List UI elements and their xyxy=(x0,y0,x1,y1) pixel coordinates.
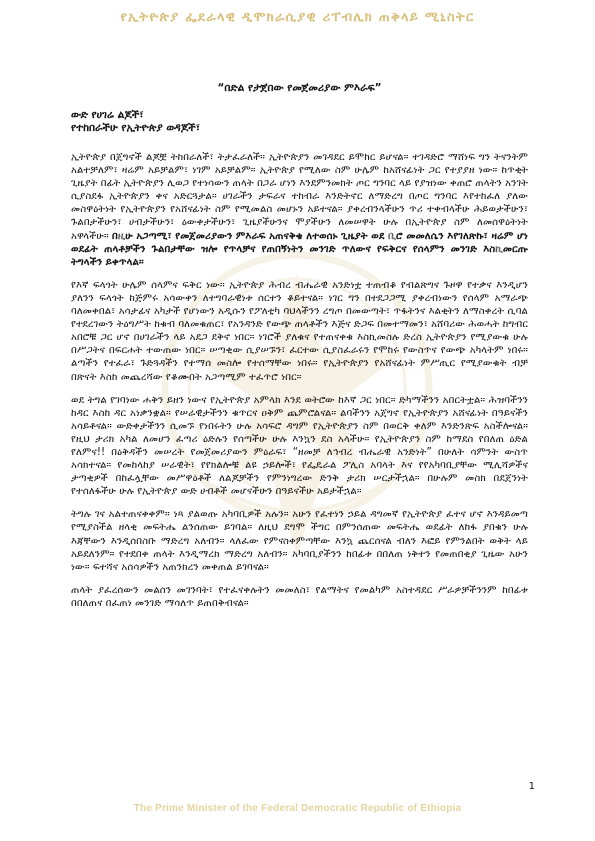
footer-title: The Prime Minister of the Federal Democratic Republic of Ethiopia xyxy=(133,803,462,814)
paragraph-5 xyxy=(71,584,528,610)
paragraph-text: ጠላት ያፈረሰውን መልሰን መገንባት፣ የተፈናቀሉትን መመለስ፣ የልማትና የመልካም አስተዳደር ሥራዎቻችንንም ከበፊቱ በበለጠና በፈጠነ መንገድ ማሳለጥ ይጠበቅብናል። xyxy=(71,584,528,609)
paragraph-text: የእኛ ፍላጎት ሁሌም ሰላምና ፍቅር ነው። ኢትዮጵያ ሕብረ ብሔራዊ አንድነቷ ተጠብቆ የብልጽግና ጉዞዋ የተቃና እንዲሆን ያለንን ፍላጎት ከጅምሩ አሳውቀን ለተግባራዊነቱ ሰርተን ቆይተናል። ነገር ግን በተደጋጋሚ ያቀረብነውን የሰላም አማራጭ ባለመቀበል፣ አሳታፊና አካታች የሆነውን አዲሱን የፖለቲካ ባህላችንን ረግጦ በመውጣት፣ ጥፋትንና እልቂትን ለማስቀረት ሲባል የተደረገውን ትዕግሥት ከቁብ ባለመቁጠር፣ የአንዳንድ የውጭ ጠላቶችን እጅና ድጋፍ በመተማመን፣ አሸባሪው ሕወሓት ከግብር አበሮቹ ጋር ሆኖ በሀገራችን ላይ አደጋ ደቅኖ ነበር። ነገሮች ያለቁና የተጠናቀቁ እስኪመስሉ ድረስ ኢትዮጵያን የሚያውቁ ሁሉ በሥጋትና በፍርሐት ተውጠው ነበር። ሠጣቂው ሲያሠኙን፣ ፈርተው ሲያስፈራሩን የሞከሩ የውስጥና የውጭ አካላትም ነበሩ። ልጣችን የተፈራ፣ ጉድጓዳችን የተማሰ መስሎ የተሰማቸው ነበሩ። የኢትዮጵያን የአሸናፊነት ምሥጢር የሚያውቁት ብቻ በጽናት እስከ መጨረሻው የቆሙበት አጋጣሚም ተፈጥሮ ነበር። xyxy=(71,279,528,383)
letterhead-title: የኢትዮጵያ ፌደራላዊ ዲሞክራሲያዊ ሪፐብሊክ ጠቅላይ ሚኒስትር xyxy=(120,10,475,25)
letter-title: “በድል የታጀበው የመጀመሪያው ምእራፍ” xyxy=(217,82,382,94)
salutation xyxy=(71,109,528,137)
paragraph-3 xyxy=(71,394,528,499)
letter-body xyxy=(71,151,528,771)
salutation-line: ውድ የሀገሬ ልጆች፣ xyxy=(71,109,144,121)
paragraph-2 xyxy=(71,279,528,384)
paragraph-text: ኢትዮጵያ በጀግኖች ልጆቿ ትከበራለች፣ ትታፈራለች። ኢትዮጵያን መገዳደር ይሞከር ይሆናል። ተገዳድሮ ማሸነፍ ግን ትናንትም አልተቻለም፣ ዛሬም አይቻልም፣ ነገም አይቻልም። ኢትዮጵያ የሚለው ስም ሁሌም ከአሸናፊነት ጋር የተያያዘ ነው። ከጥቂት ጊዜያት በፊት ኢትዮጵያን ሊወጋ የተነሳውን ጠላት በጋራ ሆነን እንደምንመክት ጦር ግንባር ላይ የያዝነው ቀጠሮ ጠላትን አንገት ሲያስደፋ ኢትዮጵያን ቀና አድርጓታል። ሀገራችን ታፍራና ተከብራ እንድትኖር ለማድረግ በጦር ግንባር እየተከፈለ ያለው መስዋዕትነት የኢትዮጵያን የአሸናፊነት ስም የሚመልስ መሆኑን አይተናል። ያቀረብንላችሁን ጥሪ ተቀብላችሁ ሕይወታችሁን፣ ጉልበታችሁን፣ ሀብታችሁን፣ ዕውቀታችሁን፣ ጊዜያችሁንና ሞያችሁን ለመሠዋት ሁሉ በኢትዮጵያ ስም ለመሰዋዕትነት አዋላችሁ። xyxy=(71,152,528,242)
paragraph-1 xyxy=(71,151,528,269)
paragraph-emphasis: በዚሁ አጋጣሚ፣ የመጀመሪያውን ምእራፍ አጠናቅቄ ለተወሰኑ ጊዜያት ወደ ቢሮ መመለሴን እየገለጽኩ፣ ዛሬም ሆነ ወደፊት ጠላቶቻችን ጉልበታቸው ዝሎ የጥላቻና የጠበኝነትን መንገድ ጥለውና የፍቅርና የሰላምን መንገድ እስኪመርጡ ትግላችን ይቀጥላል። xyxy=(71,230,528,268)
page-number: 1 xyxy=(528,781,535,792)
salutation-line: የተከበራችሁ የኢትዮጵያ ወዳጆች፣ xyxy=(71,122,201,135)
paragraph-text: ትግሉ ገና አልተጠናቀቀም። ነጻ ያልወጡ አካባቢዎች አሉን። አሁን የፈተነን ኃይል ዳግመኛ የኢትዮጵያ ፈተና ሆኖ እንዳይመጣ የሚያስችል ዘላቂ መፍትሔ ልንሰጠው ይገባል። ለዚህ ደግሞ ችግር በምንሰጠው መፍትሔ ወደፊት ለከፋ ያበቁን ሁሉ እጃቸውን እንዲሰበስቡ ማድረግ አለብን። ላለፈው የምናስቀምጣቸው እንኳ ጨርሰናል ብለን እፎይ የምንልበት ወቅት ላይ አይደለንም። የተደበቀ ጠላት እንዲማረክ ማድረግ አለብን። አካባቢያችንን ከበፊቱ በበለጠ ነቅተን የመጠበቂያ ጊዜው አሁን ነው። ፍተሻና አሰሳዎችን አጠንክረን መቀጠል ይገባናል። xyxy=(71,509,528,573)
paragraph-4 xyxy=(71,508,528,573)
paragraph-text: ወደ ትግል የገባነው ሐቅን ይዘን ነውና የኢትዮጵያ አምላክ እንደ ወትሮው ከእኛ ጋር ነበር። ድካማችንን አበርትቷል። ሕዝባችንን ከዳር እስከ ዳር አነቃንቋል። የሠራዊታችንን ቁጥርና ዐቅም ጨምሮልናል። ልባችንን አጀግኖ የኢትዮጵያን አሸናፊነት በዓይናችን አሳይቶናል። ውድቀታችንን ሲመኙ የነበሩትን ሁሉ አሳፍሮ ዳግም የኢትዮጵያን ስም በወርቅ ቀለም እንድንጽፍ አስችሎናል። የዚህ ታሪክ አካል ለመሆን ፈጣሪ ዕድሉን የሰጣችሁ ሁሉ እንኳን ደስ አላችሁ። የኢትዮጵያን ስም ከማደስ የበለጠ ዕድል የለምና!! በዕቅዳችን መሠረት የመጀመሪያውን ምዕራፍ፣ “ዘመቻ ለኅብረ ብሔራዊ አንድነት” በሁለት ሳምንት ውስጥ አሳክተናል። የመከላከያ ሠራዊት፣ የየክልሎቹ ልዩ ኃይሎች፣ የፌዴራል ፖሊስ አባላት እና የየአካባቢያቸው ሚሊሻዎችና ታጣቂዎች በከፈሏቸው መሥዋዕቶች ለልጆቻችን የምንነግረው ድንቅ ታሪክ ሠርታችኋል። በሁሉም መስክ በደጀንነት የተሰለፋችሁ ሁሉ የኢትዮጵያ ውድ ሀብቶች መሆናችሁን በዓይናችሁ አይታችኋል። xyxy=(71,394,528,498)
